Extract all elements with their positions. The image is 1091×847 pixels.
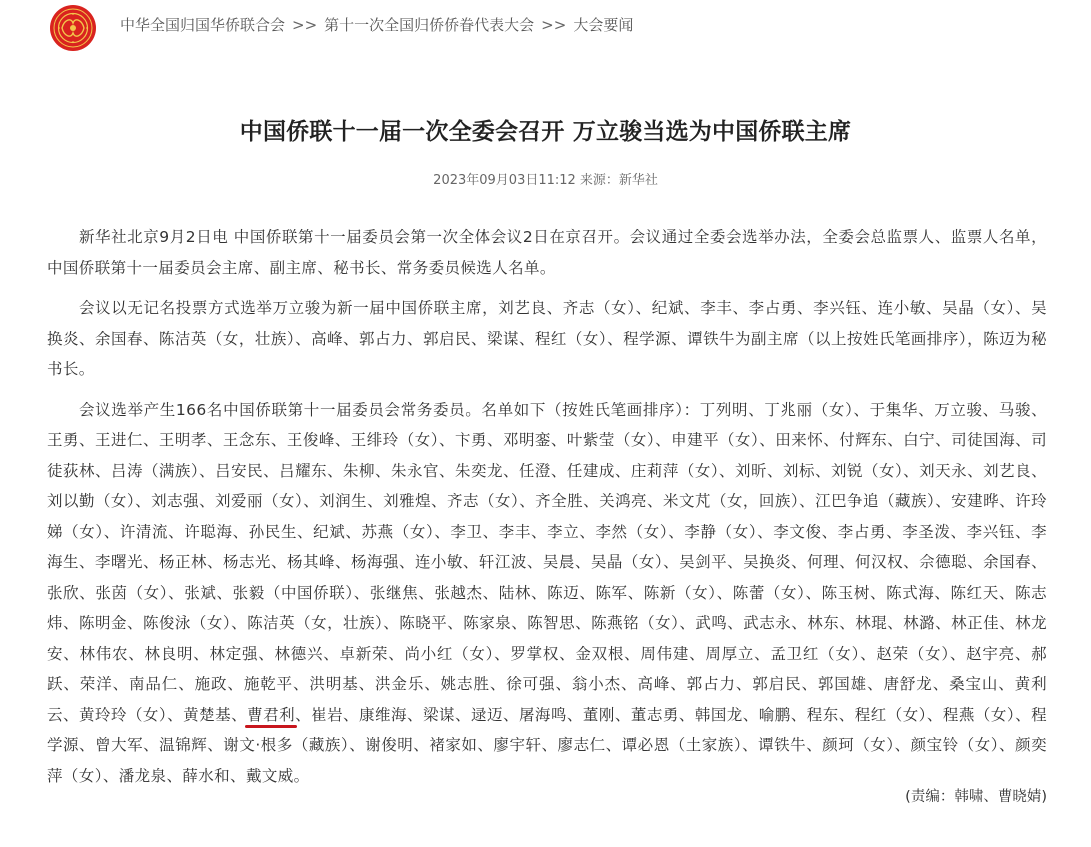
breadcrumb-congress-link[interactable]: 第十一次全国归侨侨眷代表大会 (324, 16, 535, 34)
article-paragraph: 新华社北京9月2日电 中国侨联第十一届委员会第一次全体会议2日在京召开。会议通过全委会选举办法，全委会总监票人、监票人名单，中国侨联第十一届委员会主席、副主席、秘书长、常务委员候选人名单。 (47, 228, 1047, 277)
breadcrumb-home-link[interactable]: 中华全国归国华侨联合会 (120, 16, 286, 34)
article-source: 来源：新华社 (579, 173, 658, 188)
breadcrumb (120, 14, 633, 35)
acfroc-logo-icon[interactable] (49, 4, 97, 52)
member-list-text: 会议选举产生166名中国侨联第十一届委员会常务委员。名单如下（按姓氏笔画排序）：丁列明、丁兆丽（女）、于集华、万立骏、马骏、王勇、王进仁、王明孝、王念东、王俊峰、王绯玲（女）、卞勇、邓明銮、叶紫莹（女）、申建平（女）、田来怀、付辉东、白宁、司徒国海、司徒荻林、吕涛（满族）、吕安民、吕耀东、朱柳、朱永官、朱奕龙、任澄、任建成、庄莉萍（女）、刘昕、刘标、刘锐（女）、刘天永、刘艺良、刘以勤（女）、刘志强、刘爱丽（女）、刘润生、刘雅煌、齐志（女）、齐全胜、关鸿亮、米文芃（女，回族）、江巴争追（藏族）、安建晔、许玲娣（女）、许清流、许聪海、孙民生、纪斌、苏燕（女）、李卫、李丰、李立、李然（女）、李静（女）、李文俊、李占勇、李圣泼、李兴钰、李海生、李曙光、杨正林、杨志光、杨其峰、杨海强、连小敏、轩江波、吴晨、吴晶（女）、吴剑平、吴换炎、何理、何汉权、佘德聪、余国春、张欣、张茵（女）、张斌、张毅（中国侨联）、张继焦、张越杰、陆林、陈迈、陈军、陈新（女）、陈蕾（女）、陈玉树、陈式海、陈红天、陈志炜、陈明金、陈俊泳（女）、陈洁英（女，壮族）、陈晓平、陈家泉、陈智思、陈燕铭（女）、武鸣、武志永、林东、林琨、林潞、林正佳、林龙安、林伟农、林良明、林定强、林德兴、卓新荣、尚小红（女）、罗掌权、金双根、周伟建、周厚立、孟卫红（女）、赵荣（女）、赵宇亮、郝跃、荣洋、南品仁、施政、施乾平、洪明基、洪金乐、姚志胜、徐可强、翁小杰、高峰、郭占力、郭启民、郭国雄、唐舒龙、桑宝山、黄利云、黄玲玲（女）、黄楚基、 (47, 400, 1047, 724)
breadcrumb-separator: >> (541, 16, 567, 34)
breadcrumb-separator: >> (292, 16, 318, 34)
member-list-paragraph (47, 395, 1047, 792)
breadcrumb-news-link[interactable]: 大会要闻 (573, 16, 634, 34)
article-title: 中国侨联十一届一次全委会召开 万立骏当选为中国侨联主席 (239, 119, 852, 145)
editor-credit: (责编：韩啸、曹晓婧) (905, 789, 1047, 805)
member-list-text-rest: 、崔岩、康维海、梁谋、逯迈、屠海鸣、董刚、董志勇、韩国龙、喻鹏、程东、程红（女）、程燕（女）、程学源、曾大军、温锦辉、谢文·根多（藏族）、谢俊明、褚家如、廖宇轩、廖志仁、谭必恩（土家族）、谭铁牛、颜珂（女）、颜宝铃（女）、颜奕萍（女）、潘龙泉、薛水和、戴文威。 (47, 705, 1047, 785)
highlighted-name: 曹君利 (247, 705, 296, 724)
article-meta (0, 169, 1091, 188)
publish-date: 2023年09月03日11:12 (433, 173, 576, 188)
site-header (0, 0, 1091, 50)
article-paragraph: 会议以无记名投票方式选举万立骏为新一届中国侨联主席，刘艺良、齐志（女）、纪斌、李丰、李占勇、李兴钰、连小敏、吴晶（女）、吴换炎、余国春、陈洁英（女，壮族）、高峰、郭占力、郭启民、梁谋、程红（女）、程学源、谭铁牛为副主席（以上按姓氏笔画排序），陈迈为秘书长。 (47, 299, 1047, 378)
article-body (47, 222, 1047, 801)
